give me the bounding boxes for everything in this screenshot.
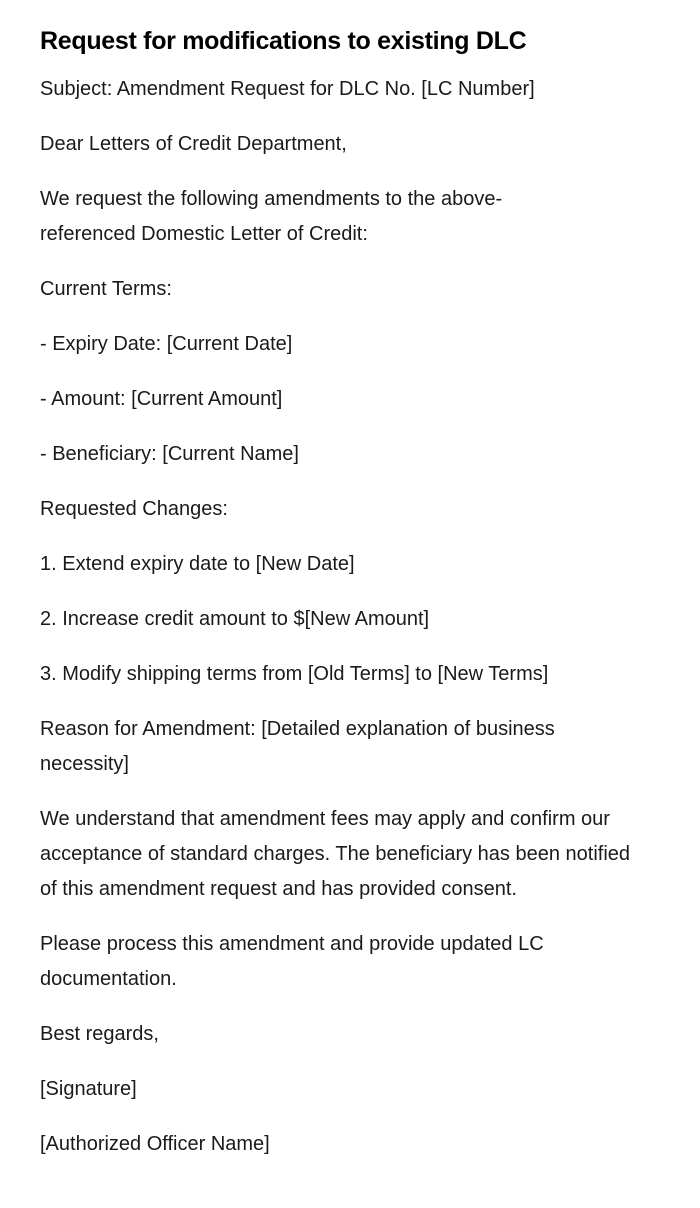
document-title: Request for modifications to existing DLC: [40, 27, 527, 55]
current-terms-heading: Current Terms:: [40, 278, 172, 300]
sign-off: Best regards,: [40, 1023, 159, 1045]
intro-paragraph: We request the following amendments to the above-referenced Domestic Letter of Credit:: [40, 188, 503, 245]
document-page: [40, 22, 650, 1162]
signature-placeholder: [Signature]: [40, 1078, 137, 1100]
fees-paragraph: We understand that amendment fees may apply and confirm our acceptance of standard charges. The beneficiary has been notified of this amendment request and has provided consent.: [40, 808, 631, 900]
current-term-amount: - Amount: [Current Amount]: [40, 388, 283, 410]
subject-line: Subject: Amendment Request for DLC No. [LC Number]: [40, 78, 535, 100]
reason-paragraph: Reason for Amendment: [Detailed explanation of business necessity]: [40, 718, 555, 775]
salutation: Dear Letters of Credit Department,: [40, 133, 347, 155]
closing-request-paragraph: Please process this amendment and provide updated LC documentation.: [40, 933, 544, 990]
requested-change-expiry: 1. Extend expiry date to [New Date]: [40, 553, 355, 575]
current-term-expiry: - Expiry Date: [Current Date]: [40, 333, 293, 355]
requested-change-shipping: 3. Modify shipping terms from [Old Terms] to [New Terms]: [40, 663, 549, 685]
officer-name-placeholder: [Authorized Officer Name]: [40, 1133, 270, 1155]
requested-changes-heading: Requested Changes:: [40, 498, 228, 520]
requested-change-amount: 2. Increase credit amount to $[New Amount]: [40, 608, 430, 630]
current-term-beneficiary: - Beneficiary: [Current Name]: [40, 443, 299, 465]
